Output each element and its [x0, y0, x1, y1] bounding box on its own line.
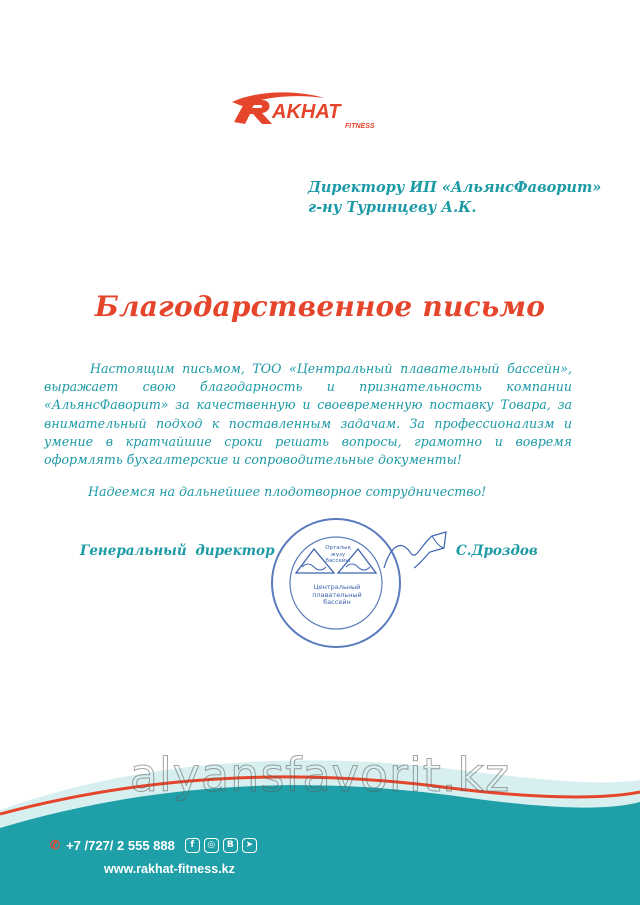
handwritten-signature	[380, 528, 450, 578]
stamp-inner-top: Орталық жүзу бассейні	[325, 545, 351, 564]
vk-icon[interactable]: В	[223, 838, 238, 853]
letter-title: Благодарственное письмо	[94, 290, 546, 323]
addressee-block	[308, 178, 608, 218]
addressee-line-1: Директору ИП «АльянсФаворит»	[308, 179, 602, 196]
letter-body	[44, 360, 572, 469]
stamp-inner-bottom: Центральный плавательный бассейн	[312, 583, 362, 606]
instagram-icon[interactable]: ◎	[204, 838, 219, 853]
footer-website[interactable]: www.rakhat-fitness.kz	[104, 862, 235, 876]
svg-text:AKHAT: AKHAT	[272, 101, 341, 123]
telegram-icon[interactable]: ➤	[242, 838, 257, 853]
facebook-icon[interactable]: f	[185, 838, 200, 853]
watermark-text: alyansfavorit.kz	[129, 748, 511, 802]
footer-phone[interactable]: +7 /727/ 2 555 888	[66, 837, 175, 853]
signer-role: Генеральный директор	[80, 543, 275, 559]
addressee-line-2: г-ну Туринцеву А.К.	[308, 199, 477, 216]
footer-contacts	[50, 836, 261, 854]
rakhat-logo	[228, 88, 398, 134]
phone-icon: ✆	[50, 838, 61, 852]
svg-text:FITNESS: FITNESS	[345, 123, 375, 130]
body-paragraph: Настоящим письмом, ТОО «Центральный плавательный бассейн», выражает свою благодарность и признательность компании «АльянсФаворит» за качественную и своевременную поставку Товара, за внимательный подход к поставленным задачам. За профессионализм и умение в кратчайшие сроки решать вопросы, грамотно и вовремя оформлять бухгалтерские и сопроводительные документы!	[44, 361, 572, 468]
closing-line: Надеемся на дальнейшее плодотворное сотрудничество!	[88, 484, 487, 499]
signer-name: С.Дроздов	[456, 543, 538, 559]
